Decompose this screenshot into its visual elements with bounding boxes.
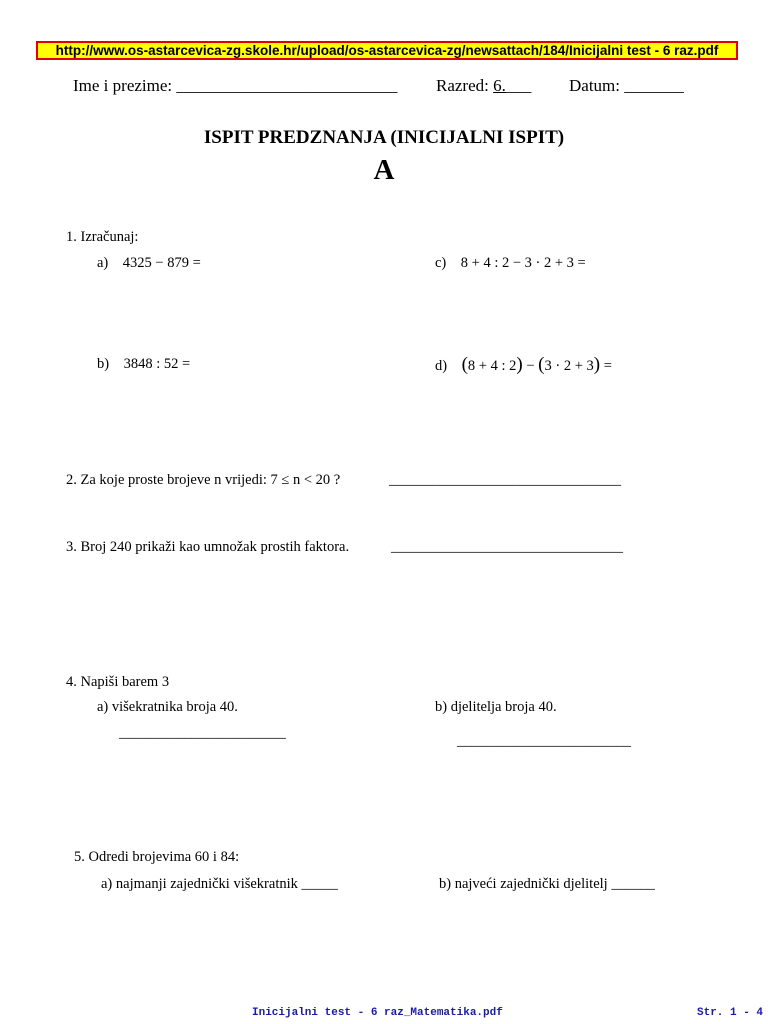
question-1b-expression: 3848 : 52 = [123, 356, 191, 372]
date-field [569, 76, 684, 96]
question-4b-text: b) djelitelja broja 40. [435, 699, 557, 715]
source-url-banner[interactable]: http://www.os-astarcevica-zg.skole.hr/upload/os-astarcevica-zg/newsattach/184/Inicijalni test - 6 raz.pdf [36, 41, 738, 60]
question-1b-label: b) [97, 356, 110, 372]
question-5b-text: b) najveći zajednički djelitelj ______ [439, 876, 655, 892]
footer-page-number: Str. 1 - 4 [697, 1007, 764, 1019]
question-1c-label: c) [435, 255, 447, 271]
question-1a [97, 255, 201, 272]
question-1d-minus: − [526, 358, 535, 374]
question-4b-answer-blank: ________________________ [457, 733, 631, 749]
footer-filename: Inicijalni test - 6 raz_Matematika.pdf [252, 1007, 503, 1019]
question-2-answer-blank: ________________________________ [389, 472, 621, 488]
question-1c-expression: 8 + 4 : 2 − 3 · 2 + 3 = [460, 255, 586, 271]
test-title: ISPIT PREDZNANJA (INICIJALNI ISPIT) [203, 127, 565, 148]
question-1d-part1: 8 + 4 : 2 [467, 358, 517, 374]
question-1c [435, 255, 586, 272]
grade-label: Razred: [436, 76, 489, 95]
question-1d-part2: 3 · 2 + 3 [544, 358, 594, 374]
name-blank: __________________________ [176, 76, 398, 95]
question-1d-label: d) [435, 358, 448, 374]
question-3-answer-blank: ________________________________ [391, 539, 623, 555]
grade-field [436, 76, 531, 96]
question-2-text: 2. Za koje proste brojeve n vrijedi: 7 ≤ n < 20 ? [66, 472, 341, 488]
test-variant: A [373, 154, 395, 186]
question-1a-expression: 4325 − 879 = [122, 255, 201, 271]
name-field [73, 76, 397, 96]
question-5-text: 5. Odredi brojevima 60 i 84: [74, 849, 240, 865]
question-1a-label: a) [97, 255, 109, 271]
question-1d: d) (8 + 4 : 2) − (3 · 2 + 3) = [435, 354, 612, 375]
grade-value: 6. [493, 76, 506, 95]
question-1d-equals: = [603, 358, 612, 374]
question-4a-text: a) višekratnika broja 40. [97, 699, 238, 715]
question-4-text: 4. Napiši barem 3 [66, 674, 170, 690]
grade-blank: ___ [505, 76, 532, 95]
question-4a-answer-blank: _______________________ [119, 725, 286, 741]
question-3-text: 3. Broj 240 prikaži kao umnožak prostih faktora. [66, 539, 350, 555]
question-1-label: 1. Izračunaj: [66, 229, 139, 245]
question-1b [97, 356, 190, 373]
date-label: Datum: [569, 76, 620, 95]
name-label: Ime i prezime: [73, 76, 173, 95]
date-blank: _______ [624, 76, 684, 95]
question-5a-text: a) najmanji zajednički višekratnik _____ [101, 876, 338, 892]
